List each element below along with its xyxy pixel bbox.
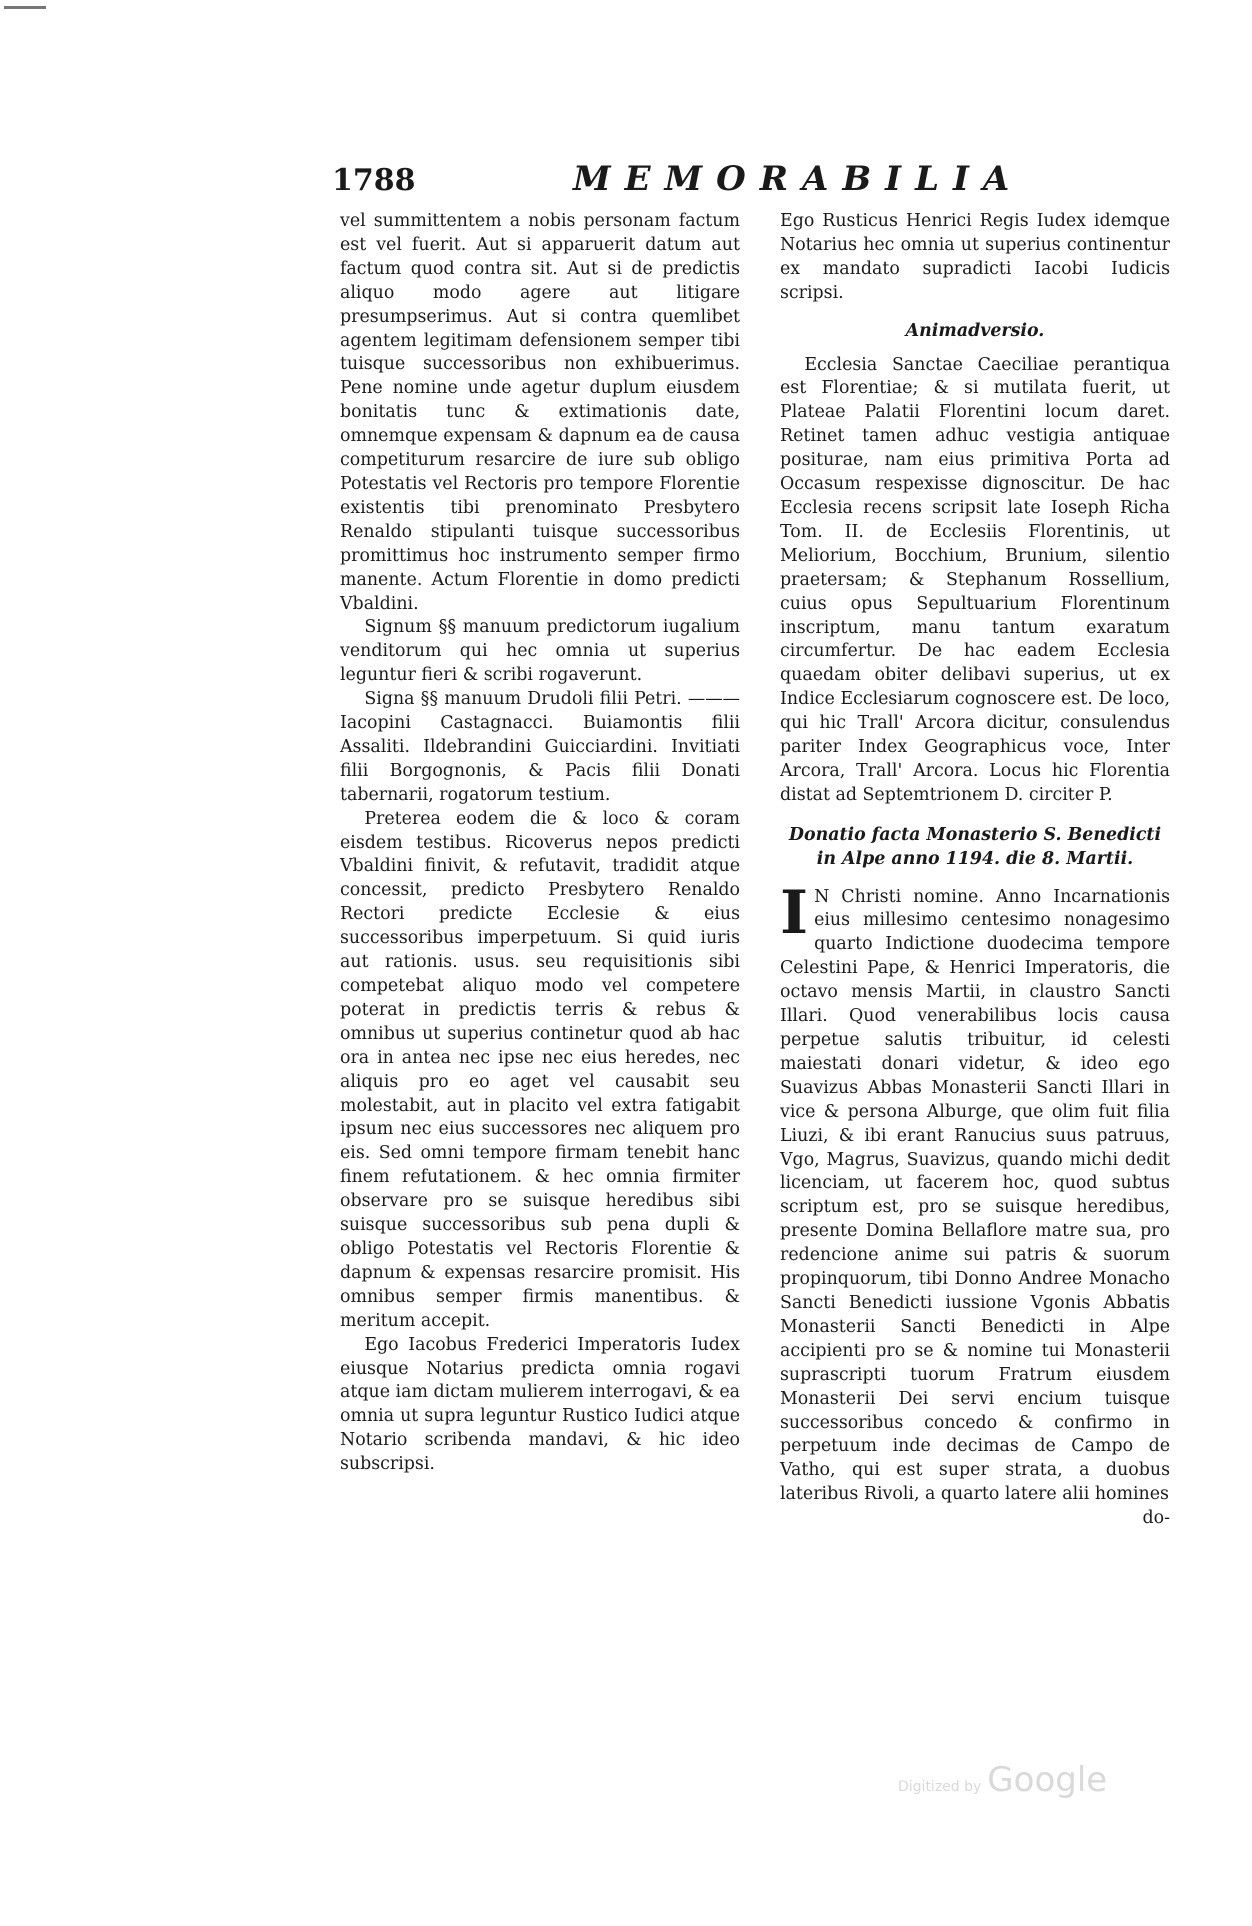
left-paragraph-1: vel summittentem a nobis personam factum est vel fuerit. Aut si apparuerit datum aut factum quod contra sit. Aut si de predictis aliquo modo agere aut litigare presumpserimus. Aut si contra quemlibet agentem legitimam defensionem semper tibi tuisque successoribus non exhibuerimus. Pene nomine unde agetur duplum eiusdem bonitatis tunc & extimationis date, omnemque expensam & dapnum ea de causa competiturum resarcire de iure sub obligo Potestatis vel Rectoris pro tempore Florentie existentis tibi prenominato Presbytero Renaldo stipulanti tuisque successoribus promittimus hoc instrumento semper firmo manente. Actum Florentie in domo predicti Vbaldini.: [340, 211, 740, 614]
watermark-prefix: Digitized by: [898, 1779, 982, 1795]
catchword: do-: [1142, 1508, 1170, 1529]
donatio-text: N Christi nomine. Anno Incarnationis eius millesimo centesimo nonagesimo quarto Indictione duodecima tempore Celestini Pape, & Henrici Imperatoris, die octavo mensis Martii, in claustro Sancti Illari. Quod venerabilibus locis causa perpetue salutis tribuitur, id celesti maiestati donari videtur, & ideo ego Suavizus Abbas Monasterii Sancti Illari in vice & persona Alburge, que olim fuit filia Liuzi, & ibi erant Ranucius suus patruus, Vgo, Magrus, Suavizus, quando michi dedit licenciam, ut facerem hoc, quod subtus scriptum est, pro se suisque heredibus, presente Domina Bellaflore matre sua, pro redencione anime sui patris & suorum propinquorum, tibi Donno Andree Monacho Sancti Benedicti iussione Vgonis Abbatis Monasterii Sancti Benedicti in Alpe accipienti pro se & nomine tui Monasterii suprascripti tuorum Fratrum eiusdem Monasterii Dei servi encium tuisque successoribus concedo & confirmo in perpetuum inde decimas de Campo de Vatho, qui est super strata, a duobus lateribus Rivoli, a quarto latere alii homines: [780, 886, 1170, 1505]
running-title: MEMORABILIA: [573, 159, 1024, 199]
page-number: 1788: [332, 163, 416, 198]
left-paragraph-3: Signa §§ manuum Drudoli filii Petri. ——— Iacopini Castagnacci. Buiamontis filii Assaliti. Ildebrandini Guicciardini. Invitiati filii Borgognonis, & Pacis filii Donati tabernarii, rogatorum testium.: [340, 689, 740, 805]
note-heading: Animadversio.: [905, 320, 1045, 341]
donatio-paragraph: [780, 877, 1170, 1508]
note-paragraph: Ecclesia Sanctae Caeciliae perantiqua est Florentiae; & si mutilata fuerit, ut Plateae Palatii Florentini locum daret. Retinet tamen adhuc vestigia antiquae positurae, nam eius primitiva Porta ad Occasum respexisse dignoscitur. De hac Ecclesia recens scripsit late Ioseph Richa Tom. II. de Ecclesiis Florentinis, ut Meliorium, Bocchium, Brunium, silentio praetersam; & Stephanum Rossellium, cuius opus Sepultuarium Florentinum inscriptum, manu tantum exaratum circumfertur. De hac eadem Ecclesia quaedam obiter delibavi superius, ut ex Indice Ecclesiarum cognoscere est. De loco, qui hic Trall' Arcora dicitur, consulendus pariter Index Geographicus voce, Inter Arcora, Trall' Arcora. Locus hic Florentia distat ad Septemtrionem D. circiter P.: [780, 354, 1170, 805]
left-paragraph-4: Preterea eodem die & loco & coram eisdem testibus. Ricoverus nepos predicti Vbaldini finivit, & refutavit, tradidit atque concessit, predicto Presbytero Renaldo Rectori predicte Ecclesie & eius successoribus imperpetuum. Si quid iuris aut rationis. usus. seu requisitionis sibi competebat aliquo modo vel competere poterat in predictis terris & rebus & omnibus ut superius continetur quod ab hac ora in antea nec ipse nec eius heredes, nec aliquis pro eo aget vel causabit seu molestabit, aut in placito vel extra fatigabit ipsum nec eius successores nec aliquem pro eis. Sed omni tempore firmam tenebit hanc finem refutationem. & hec omnia firmiter observare pro se suisque heredibus sibi suisque successoribus sub pena dupli & obligo Potestatis vel Rectoris Florentie & dapnum & expensas resarcire promisit. His omnibus semper firmis manentibus. & meritum accepit.: [340, 808, 740, 1331]
right-paragraph-1: Ego Rusticus Henrici Regis Iudex idemque Notarius hec omnia ut superius continentur ex mandato supradicti Iacobi Iudicis scripsi.: [780, 211, 1170, 303]
book-page: [320, 155, 1175, 1715]
watermark-brand: Google: [987, 1760, 1108, 1800]
left-paragraph-5: Ego Iacobus Frederici Imperatoris Iudex eiusque Notarius predicta omnia rogavi atque iam dictam mulierem interrogavi, & ea omnia ut supra leguntur Rustico Iudici atque Notario scribenda mandavi, & hic ideo subscripsi.: [340, 1334, 740, 1475]
page-header: [320, 155, 1175, 205]
watermark: [898, 1760, 1107, 1800]
right-column: [780, 210, 1170, 1531]
donatio-heading: Donatio facta Monasterio S. Benedicti in Alpe anno 1194. die 8. Martii.: [788, 824, 1162, 869]
left-paragraph-2: Signum §§ manuum predictorum iugalium venditorum qui hec omnia ut superius leguntur fieri & scribi rogaverunt.: [340, 617, 740, 686]
drop-cap: I: [780, 877, 809, 948]
corner-rule: [4, 6, 46, 9]
left-column: [340, 210, 740, 1477]
